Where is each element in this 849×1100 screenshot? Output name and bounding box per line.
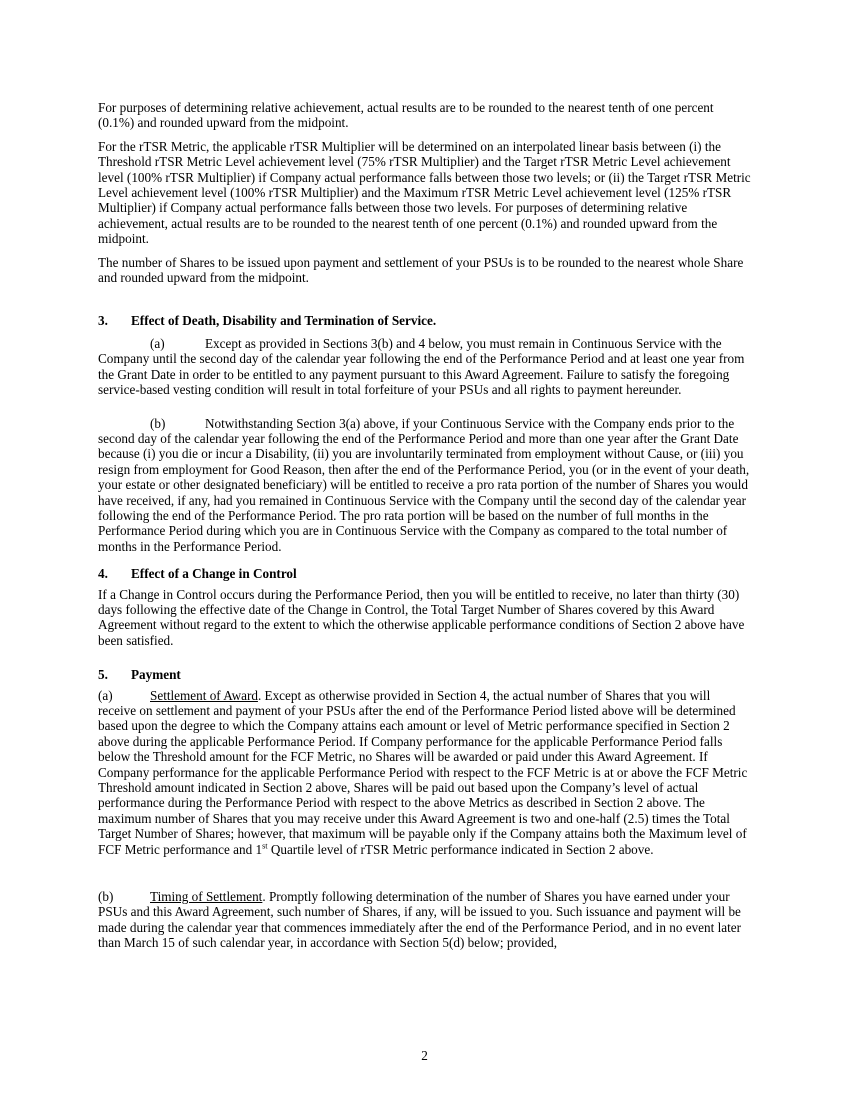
section-5-number: 5. <box>98 667 108 683</box>
paragraph-share-rounding: The number of Shares to be issued upon payment and settlement of your PSUs is to be rounded to the nearest whole Share and rounded upward from the midpoint. <box>98 254 744 286</box>
section-5a-paragraph <box>98 688 751 857</box>
section-4-number: 4. <box>98 566 108 582</box>
section-5b-underlined-title: Timing of Settlement <box>150 889 263 905</box>
section-3-title: Effect of Death, Disability and Termination of Service. <box>131 313 437 329</box>
section-5b-text: . Promptly following determination of the number of Shares you have earned under your PSUs and this Award Agreement, such number of Shares, if any, will be issued to you. Such issuance and payment will be made during the calendar year that commences immediately after the end of the Performance Period, and in no event later than March 15 of such calendar year, in accordance with Section 5(d) below; provided, <box>98 889 741 951</box>
section-3a-text: Except as provided in Sections 3(b) and 4 below, you must remain in Continuous Service with the Company until the second day of the calendar year following the end of the Performance Period and at least one year from the Grant Date in order to be entitled to any payment pursuant to this Award Agreement. Failure to satisfy the foregoing service-based vesting condition will result in total forfeiture of your PSUs and all rights to payment hereunder. <box>98 335 745 398</box>
section-5b-label: (b) <box>98 889 114 905</box>
page-number: 2 <box>421 1048 428 1063</box>
section-4-heading <box>98 566 751 581</box>
section-3b-text: Notwithstanding Section 3(a) above, if your Continuous Service with the Company ends prior to the second day of the calendar year following the end of the Performance Period and more than one year after the Grant Date because (i) you die or incur a Disability, (ii) you are involuntarily terminated from employment without Cause, or (iii) you resign from employment for Good Reason, then after the end of the Performance Period, you (or in the event of your death, your estate or other designated beneficiary) will be entitled to receive a pro rata portion of the number of Shares you would have received, if any, had you remained in Continuous Service with the Company until the second day of the calendar year following the end of the Performance Period. The pro rata portion will be based on the number of full months in the Performance Period during which you are in Continuous Service with the Company as compared to the total number of months in the Performance Period. <box>98 415 750 554</box>
section-5-title: Payment <box>131 667 181 683</box>
section-5a-text: . Except as otherwise provided in Section 4, the actual number of Shares that you will receive on settlement and payment of your PSUs after the end of the Performance Period listed above will be determined based upon the degree to which the Company attains each amount or level of Metric performance specified in Section 2 above during the applicable Performance Period. If Company performance for the applicable Performance Period falls below the Threshold amount for the FCF Metric, no Shares will be awarded or paid under this Award Agreement. If Company performance for the applicable Performance Period with respect to the FCF Metric is at or above the FCF Metric Threshold amount indicated in Section 2 above, Shares will be paid out based upon the Company’s level of actual performance during the Performance Period with respect to the above Metrics as described in Section 2 above. The maximum number of Shares that you may receive under this Award Agreement is two and one-half (2.5) times the Total Target Number of Shares; however, that maximum will be payable only if the Company attains both the Maximum level of FCF Metric performance and 1 <box>98 687 748 857</box>
section-3b-label: (b) <box>150 415 166 431</box>
section-5-heading <box>98 667 751 682</box>
section-5b-paragraph <box>98 889 751 951</box>
section-4-paragraph: If a Change in Control occurs during the Performance Period, then you will be entitled to receive, no later than thirty (30) days following the effective date of the Change in Control, the Total Target Number of Shares covered by this Award Agreement without regard to the extent to which the otherwise applicable performance conditions of Section 2 above have been satisfied. <box>98 586 745 648</box>
section-3b-paragraph <box>98 416 751 555</box>
paragraph-rtsr-multiplier-interpolation: For the rTSR Metric, the applicable rTSR Multiplier will be determined on an interpolated linear basis between (i) the Threshold rTSR Metric Level achievement level (75% rTSR Multiplier) and the Target rTSR Metric Level achievement level (100% rTSR Multiplier) if Company actual performance falls between those two levels; or (ii) the Target rTSR Metric Level achievement level (100% rTSR Multiplier) and the Maximum rTSR Metric Level achievement level (125% rTSR Multiplier) if Company actual performance falls between those two levels. For purposes of determining relative achievement, actual results are to be rounded to the nearest tenth of one percent (0.1%) and rounded upward from the midpoint. <box>98 138 751 247</box>
section-5a-superscript: st <box>262 841 268 851</box>
section-4-title: Effect of a Change in Control <box>131 566 297 582</box>
section-3a-label: (a) <box>150 335 165 351</box>
paragraph-rounding-rule: For purposes of determining relative achievement, actual results are to be rounded to the nearest tenth of one percent (0.1%) and rounded upward from the midpoint. <box>98 100 714 131</box>
section-5a-underlined-title: Settlement of Award <box>150 687 258 703</box>
section-3-heading <box>98 313 751 328</box>
section-5a-label: (a) <box>98 687 113 703</box>
section-3a-paragraph <box>98 336 751 398</box>
section-3-number: 3. <box>98 313 108 329</box>
section-5a-text-continued: Quartile level of rTSR Metric performance indicated in Section 2 above. <box>267 841 654 857</box>
